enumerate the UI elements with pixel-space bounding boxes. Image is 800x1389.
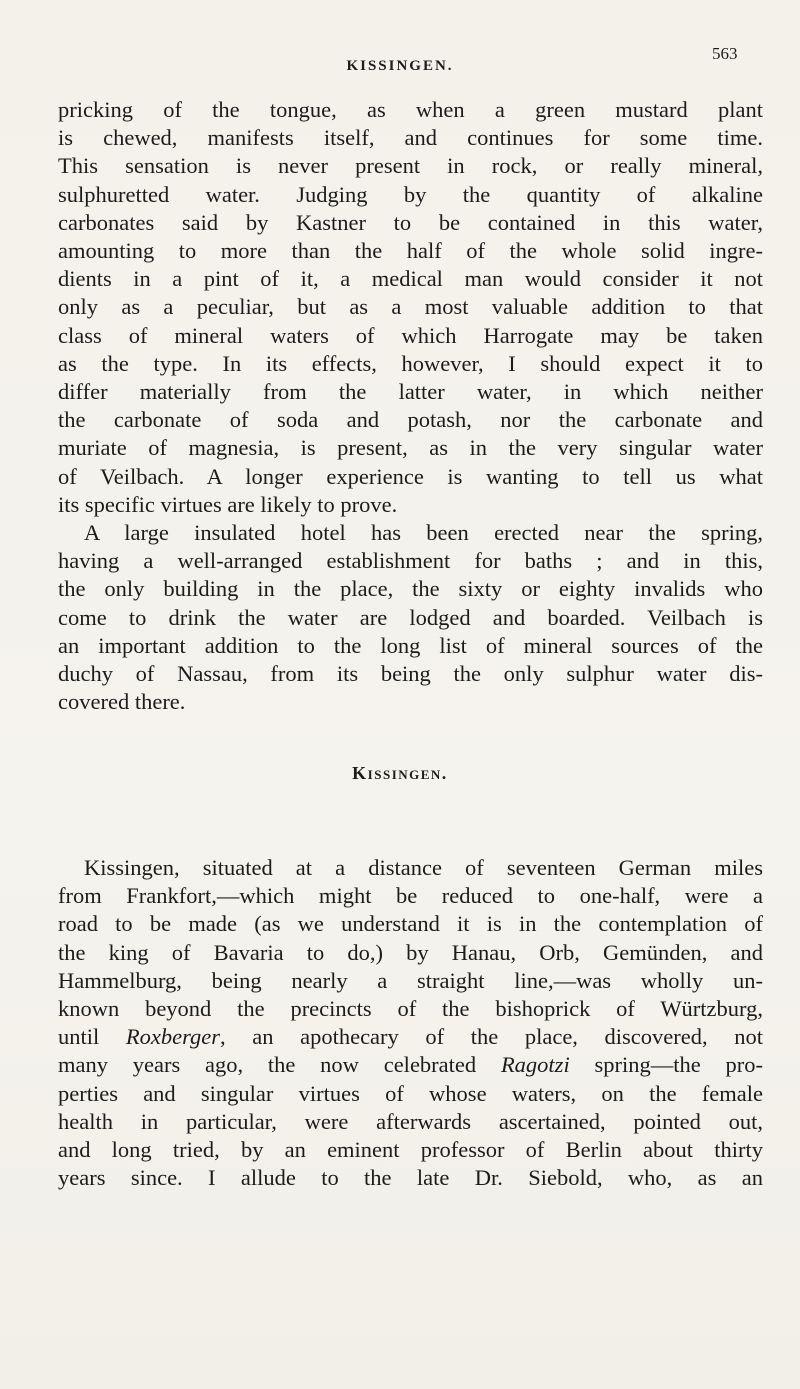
text-line: This sensation is never present in rock, or really mineral, (58, 153, 763, 179)
text-line: of Veilbach. A longer experience is wanting to tell us what (58, 463, 763, 489)
text-line: is chewed, manifests itself, and continues for some time. (58, 125, 763, 151)
text-line: health in particular, were afterwards ascertained, pointed out, (58, 1108, 763, 1134)
text-line: pricking of the tongue, as when a green mustard plant (58, 97, 763, 122)
text-line: come to drink the water are lodged and boarded. Veilbach is (58, 604, 763, 630)
italic-name-roxberger: Roxberger (125, 1024, 221, 1050)
text-line: class of mineral waters of which Harrogate may be taken (58, 322, 763, 348)
text-line: sulphuretted water. Judging by the quantity of alkaline (58, 181, 763, 207)
text-line: and long tried, by an eminent professor of Berlin about thirty (58, 1137, 763, 1163)
text-line: known beyond the precincts of the bishoprick of Würtzburg, (58, 996, 763, 1022)
text-line: Kissingen, situated at a distance of seventeen German miles (84, 855, 763, 880)
italic-name-ragotzi: Ragotzi (500, 1052, 570, 1078)
text-run: spring—the pro- (569, 1052, 763, 1078)
text-line: perties and singular virtues of whose waters, on the female (58, 1080, 763, 1106)
text-line: differ materially from the latter water, in which neither (58, 379, 763, 405)
text-line (58, 1051, 763, 1079)
text-line: duchy of Nassau, from its being the only sulphur water dis- (58, 661, 763, 687)
text-line: as the type. In its effects, however, I should expect it to (58, 350, 763, 376)
text-line: amounting to more than the half of the whole solid ingre- (58, 238, 763, 264)
text-line: muriate of magnesia, is present, as in the very singular water (58, 435, 763, 461)
section-heading: Kissingen. (352, 763, 448, 783)
page-number: 563 (712, 44, 738, 63)
text-line: only as a peculiar, but as a most valuable addition to that (58, 294, 763, 320)
text-line: the only building in the place, the sixty or eighty invalids who (58, 576, 763, 602)
text-run: many years ago, the now celebrated (58, 1052, 501, 1078)
text-run: , an apothecary of the place, discovered, not (220, 1024, 763, 1050)
text-line: its specific virtues are likely to prove. (58, 491, 398, 517)
text-line: covered there. (58, 689, 186, 715)
text-line: years since. I allude to the late Dr. Siebold, who, as an (58, 1165, 763, 1191)
text-line: road to be made (as we understand it is in the contemplation of (58, 911, 763, 937)
text-line (58, 1023, 763, 1051)
text-line: carbonates said by Kastner to be contained in this water, (58, 209, 763, 235)
running-head: KISSINGEN. (346, 58, 454, 74)
text-line: from Frankfort,—which might be reduced to one-half, were a (58, 883, 763, 909)
text-line: the king of Bavaria to do,) by Hanau, Orb, Gemünden, and (58, 939, 763, 965)
veilbach-text-block (58, 96, 763, 716)
kissingen-text-block (58, 854, 763, 1192)
text-line: an important addition to the long list of mineral sources of the (58, 632, 763, 658)
text-run: until (58, 1024, 126, 1050)
text-line: having a well-arranged establishment for baths ; and in this, (58, 548, 763, 574)
text-line: A large insulated hotel has been erected near the spring, (84, 520, 763, 546)
text-line: the carbonate of soda and potash, nor the carbonate and (58, 407, 763, 433)
text-line: Hammelburg, being nearly a straight line,—was wholly un- (58, 967, 763, 993)
text-line: dients in a pint of it, a medical man would consider it not (58, 266, 763, 292)
